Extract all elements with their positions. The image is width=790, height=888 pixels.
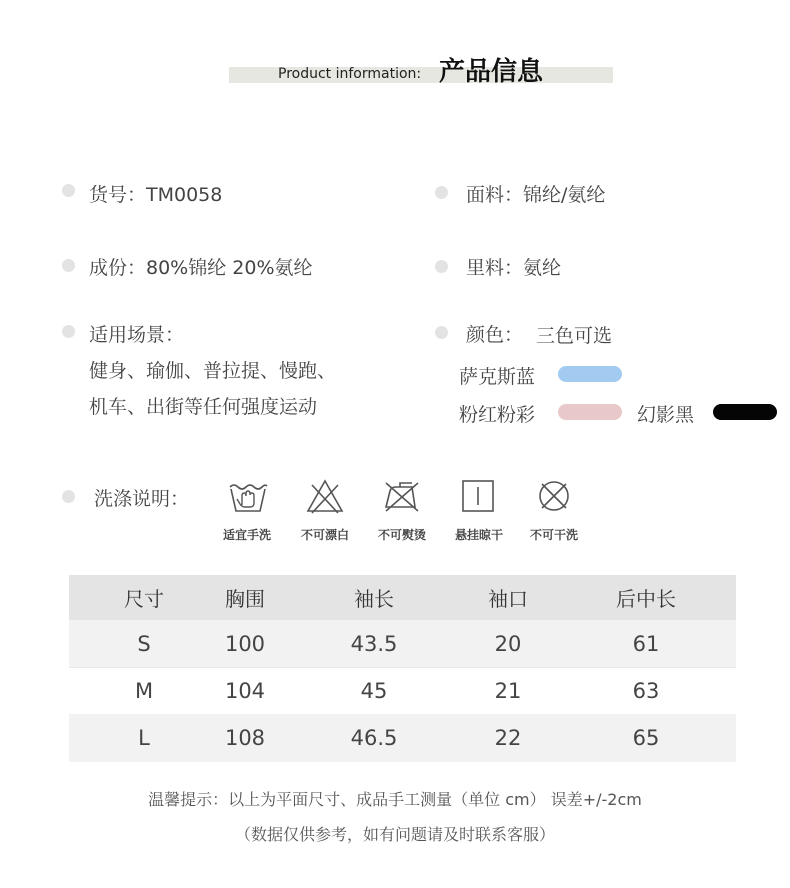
table-cell: 63 xyxy=(632,679,660,703)
hang-dry-icon xyxy=(459,477,499,517)
bullet-dot xyxy=(62,325,75,338)
color-choice: 三色可选 xyxy=(536,325,613,347)
table-cell: S xyxy=(137,631,151,656)
wash-label-bleach: 不可漂白 xyxy=(300,528,349,542)
header-sleeve-length: 袖长 xyxy=(354,587,394,611)
color-swatch-blue xyxy=(558,366,622,382)
table-cell: 46.5 xyxy=(350,726,398,750)
scene-label: 适用场景： xyxy=(89,324,185,346)
table-cell: 43.5 xyxy=(350,631,398,656)
bullet-dot xyxy=(62,259,75,272)
color-swatch-black xyxy=(713,404,777,420)
bullet-dot xyxy=(62,184,75,197)
table-cell: 20 xyxy=(494,631,522,656)
table-cell: 104 xyxy=(224,679,266,703)
wash-label-dry-clean: 不可干洗 xyxy=(529,528,578,542)
color-name-blue: 萨克斯蓝 xyxy=(459,366,536,388)
table-cell: 100 xyxy=(224,631,266,656)
page-title-english: Product information: xyxy=(278,66,422,82)
washing-label: 洗涤说明： xyxy=(94,488,190,510)
color-name-pink: 粉红粉彩 xyxy=(459,404,536,426)
table-cell: M xyxy=(134,679,154,703)
item-number: 货号：TM0058 xyxy=(89,184,223,206)
table-cell: 21 xyxy=(494,679,522,703)
table-cell: 108 xyxy=(224,726,266,750)
header-chest: 胸围 xyxy=(225,587,265,611)
table-row xyxy=(69,620,736,667)
no-iron-icon xyxy=(382,477,422,517)
table-row xyxy=(69,667,736,715)
header-back-length: 后中长 xyxy=(616,587,676,611)
wash-label-hand: 适宜手洗 xyxy=(222,528,271,542)
bullet-dot xyxy=(435,186,448,199)
hand-wash-icon xyxy=(228,477,268,517)
page-title-chinese: 产品信息 xyxy=(439,57,544,87)
table-cell: 61 xyxy=(632,631,660,656)
size-table xyxy=(69,575,736,762)
bullet-dot xyxy=(62,490,75,503)
table-header-row xyxy=(69,575,736,620)
color-label: 颜色： xyxy=(466,324,524,346)
reference-note: （数据仅供参考，如有问题请及时联系客服） xyxy=(234,825,555,844)
composition: 成份：80%锦纶 20%氨纶 xyxy=(89,257,313,279)
table-row xyxy=(69,714,736,762)
no-bleach-icon xyxy=(305,477,345,517)
fabric: 面料：锦纶/氨纶 xyxy=(466,184,606,206)
table-cell: 65 xyxy=(632,726,660,750)
table-cell: 22 xyxy=(494,726,522,750)
header-size: 尺寸 xyxy=(124,587,164,611)
header-cuff: 袖口 xyxy=(488,587,528,611)
color-swatch-pink xyxy=(558,404,622,420)
wash-label-hang: 悬挂晾干 xyxy=(454,528,503,542)
table-cell: 45 xyxy=(360,679,388,703)
wash-label-iron: 不可熨烫 xyxy=(377,528,426,542)
bullet-dot xyxy=(435,326,448,339)
scene-line-2: 机车、出街等任何强度运动 xyxy=(89,396,318,418)
measurement-note: 温馨提示：以上为平面尺寸、成品手工测量（单位 cm） 误差+/-2cm xyxy=(148,790,642,809)
scene-line-1: 健身、瑜伽、普拉提、慢跑、 xyxy=(89,360,337,382)
table-cell: L xyxy=(138,726,150,750)
no-dry-clean-icon xyxy=(534,477,574,517)
bullet-dot xyxy=(435,260,448,273)
color-name-black: 幻影黑 xyxy=(637,404,695,426)
lining: 里料：氨纶 xyxy=(466,257,562,279)
